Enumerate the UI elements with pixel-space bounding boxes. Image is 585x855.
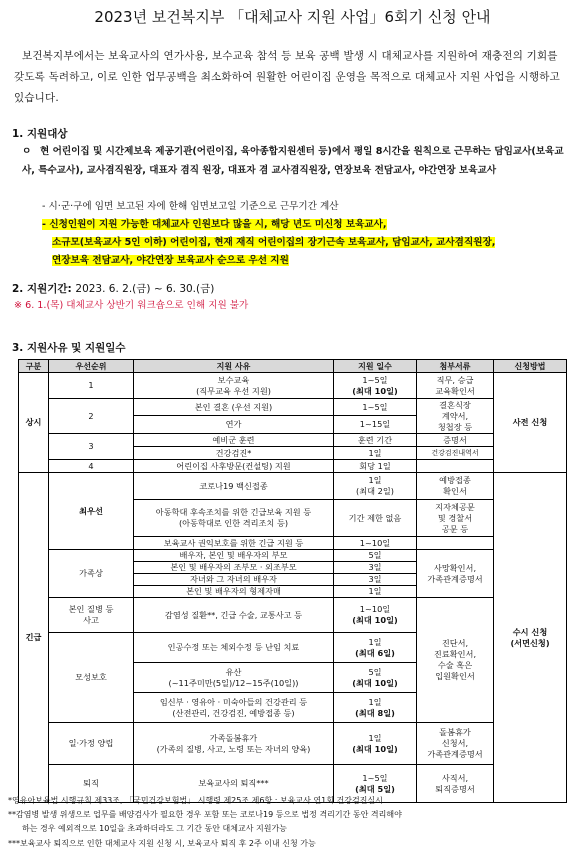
intro-paragraph: 보건복지부에서는 보육교사의 연가사용, 보수교육 참석 등 보육 공백 발생 시 대체교사를 지원하여 재충전의 기회를 갖도록 독려하고, 이로 인한 업무공백을 최소화하여 원활한 어린이집 운영을 목적으로 대체교사 지원 사업을 시행하고 있습니다. — [14, 50, 560, 104]
page-title: 2023년 보건복지부 「대체교사 지원 사업」6회기 신청 안내 — [94, 8, 491, 26]
table-row — [19, 723, 567, 765]
reason-line: (산전관리, 건강검진, 예방접종 등) — [172, 707, 295, 718]
days-cell — [334, 693, 417, 723]
table-row — [19, 373, 567, 399]
header-documents: 첨부서류 — [417, 360, 494, 373]
days-cell — [334, 373, 417, 399]
reason-cell: 감염성 질환**, 긴급 수술, 교통사고 등 — [134, 598, 334, 633]
header-reason: 지원 사유 — [134, 360, 334, 373]
priority-worklife: 일·가정 양립 — [49, 723, 134, 765]
priority-line-3 — [52, 252, 289, 271]
days-cell: 기간 제한 없음 — [334, 500, 417, 537]
days-line: 1일 — [368, 636, 382, 647]
doc-line: 교육확인서 — [435, 385, 475, 396]
documents-cell — [417, 473, 494, 500]
priority-cell: 1 — [49, 373, 134, 399]
priority-maternity: 모성보호 — [49, 633, 134, 723]
doc-line: 직무, 승급 — [436, 374, 474, 385]
documents-cell — [417, 598, 494, 723]
table-row — [19, 598, 567, 633]
reason-cell: 보육교사 권익보호를 위한 긴급 지원 등 — [134, 537, 334, 550]
documents-cell — [417, 550, 494, 598]
days-cell: 1~10일 — [334, 537, 417, 550]
days-line: (최대 10일) — [352, 385, 398, 396]
reason-line: (가족의 질병, 사고, 노령 또는 자녀의 양육) — [156, 743, 311, 754]
days-cell: 1일 — [334, 586, 417, 598]
reason-cell — [134, 500, 334, 537]
days-cell — [334, 663, 417, 693]
documents-cell: 증명서 — [417, 434, 494, 447]
reason-cell: 보육교사의 퇴직*** — [134, 765, 334, 803]
support-table — [18, 359, 567, 803]
days-line: (최대 5일) — [355, 783, 395, 794]
reason-cell: 본인 및 배우자의 형제자매 — [134, 586, 334, 598]
priority-family: 가족상 — [49, 550, 134, 598]
days-line: (최대 6일) — [355, 647, 395, 658]
category-urgent: 긴급 — [19, 473, 49, 803]
method-urgent — [494, 473, 567, 803]
category-regular: 상시 — [19, 373, 49, 473]
doc-line: 지자체공문 — [435, 501, 475, 512]
reason-cell: 어린이집 사후방문(컨설팅) 지원 — [134, 460, 334, 473]
doc-line: 입원확인서 — [435, 671, 475, 681]
reason-cell: 코로나19 백신접종 — [134, 473, 334, 500]
method-regular: 사전 신청 — [494, 373, 567, 473]
reason-cell — [134, 373, 334, 399]
eligibility-note-1: - 시·군·구에 임면 보고된 자에 한해 임면보고일 기준으로 근무기간 계산 — [42, 201, 339, 212]
section1-heading: 1. 지원대상 — [12, 128, 68, 140]
method-line: (서면신청) — [510, 637, 550, 648]
priority-top: 최우선 — [49, 473, 134, 550]
table-row — [19, 473, 567, 500]
eligibility-bullet — [22, 143, 567, 180]
reason-line: 보수교육 — [217, 374, 250, 385]
documents-cell — [417, 537, 494, 550]
doc-line: 확인서 — [443, 486, 467, 496]
reason-cell: 본인 및 배우자의 조부모 · 외조부모 — [134, 562, 334, 574]
reason-cell: 예비군 훈련 — [134, 434, 334, 447]
table-row — [19, 399, 567, 416]
days-cell — [334, 473, 417, 500]
days-cell: 훈련 기간 — [334, 434, 417, 447]
doc-line: 사직서, — [441, 772, 469, 783]
header-days: 지원 일수 — [334, 360, 417, 373]
days-line: 5일 — [368, 666, 382, 677]
table-header-row — [19, 360, 567, 373]
documents-cell — [417, 399, 494, 434]
doc-line: 계약서, — [441, 410, 469, 421]
section2-heading — [12, 281, 214, 296]
doc-line: 가족관계증명서 — [427, 573, 483, 584]
documents-cell: 건강검진내역서 — [417, 447, 494, 460]
priority-line-1 — [42, 216, 387, 235]
doc-line: 신청서, — [441, 738, 469, 748]
priority-line-2 — [52, 234, 495, 253]
days-line: (최대 10일) — [352, 615, 398, 625]
days-cell: 5일 — [334, 550, 417, 562]
footnote-2: **감염병 발생 위생으로 업무를 배양검사가 필요한 경우 포함 또는 코로나19 등으로 법정 격리기간 동안 격리해야 — [8, 810, 402, 819]
reason-line: (아동학대로 인한 격리조치 등) — [178, 518, 289, 528]
reason-cell: 건강검진* — [134, 447, 334, 460]
days-cell: 3일 — [334, 574, 417, 586]
reason-cell: 본인 결혼 (우선 지원) — [134, 399, 334, 416]
reason-cell — [134, 663, 334, 693]
method-line: 수시 신청 — [512, 626, 548, 637]
doc-line: 결혼식장 — [439, 399, 471, 410]
days-line: 1일 — [368, 475, 382, 485]
days-line: (최대 8일) — [355, 707, 395, 718]
days-cell: 3일 — [334, 562, 417, 574]
header-category: 구분 — [19, 360, 49, 373]
documents-cell — [417, 723, 494, 765]
days-line: 1~10일 — [359, 604, 391, 614]
days-line: 1일 — [368, 696, 382, 707]
days-cell — [334, 598, 417, 633]
section2-label: 2. 지원기간: — [12, 283, 72, 295]
doc-line: 진료확인서, — [433, 649, 477, 659]
days-cell: 회당 1일 — [334, 460, 417, 473]
reason-line: (직무교육 우선 지원) — [196, 385, 271, 396]
period-note: ※ 6. 1.(목) 대체교사 상반기 워크숍으로 인해 지원 불가 — [14, 300, 249, 311]
table-row — [19, 550, 567, 562]
doc-line: 진단서, — [441, 638, 469, 648]
footnote-1: *영유아보육법 시행규칙 제33조, 「국민건강보험법」 시행령 제25조 제6항 : 보육교사 연1회 건강검진실시 — [8, 796, 383, 805]
priority-highlight-2: 소규모(보육교사 5인 이하) 어린이집, 현재 재직 어린이집의 장기근속 보육교사, 담임교사, 교사겸직원장, — [52, 237, 496, 248]
days-line: (최대 2일) — [356, 486, 394, 496]
days-line: (최대 10일) — [352, 677, 398, 688]
reason-cell: 배우자, 본인 및 배우자의 부모 — [134, 550, 334, 562]
footnote-3: ***보육교사 퇴직으로 인한 대체교사 지원 신청 시, 보육교사 퇴직 후 2주 이내 신청 가능 — [8, 839, 316, 848]
header-priority: 우선순위 — [49, 360, 134, 373]
reason-cell — [134, 693, 334, 723]
reason-line: 아동학대 후속조치를 위한 긴급보육 지원 등 — [155, 507, 312, 517]
priority-highlight-1: - 신청인원이 지원 가능한 대체교사 인원보다 많을 시, 해당 년도 미신청 보육교사, — [42, 219, 387, 230]
doc-line: 청첩장 등 — [437, 421, 473, 432]
reason-line: 임신부 · 영유아 · 미숙아들의 건강관리 등 — [159, 696, 308, 707]
priority-cell: 4 — [49, 460, 134, 473]
doc-line: 및 경찰서 — [437, 512, 473, 523]
doc-line: 돌봄휴가 — [439, 727, 471, 737]
days-cell — [334, 633, 417, 663]
table-row — [19, 460, 567, 473]
reason-line: 유산 — [225, 666, 242, 677]
days-line: 1~5일 — [362, 374, 388, 385]
days-cell: 1일 — [334, 447, 417, 460]
section3-heading: 3. 지원사유 및 지원일수 — [12, 342, 126, 354]
reason-cell: 연가 — [134, 416, 334, 434]
days-cell: 1~15일 — [334, 416, 417, 434]
doc-line: 사망확인서, — [433, 562, 477, 573]
support-period: 2023. 6. 2.(금) ~ 6. 30.(금) — [75, 283, 215, 295]
doc-line: 공문 등 — [441, 523, 469, 534]
doc-line: 수술 혹은 — [437, 660, 473, 670]
priority-illness — [49, 598, 134, 633]
eligibility-text: 현 어린이집 및 시간제보육 제공기관(어린이집, 육아종합지원센터 등)에서 평일 8시간을 원칙으로 근무하는 담임교사(보육교사, 특수교사), 교사겸직원장, 대표자 겸직 원장, 대표자 겸 교사겸직원장, 연장보육 전담교사, 야간연장 보육교사 — [22, 146, 564, 176]
days-line: 1~5일 — [362, 772, 388, 783]
priority-cell: 3 — [49, 434, 134, 460]
header-method: 신청방법 — [494, 360, 567, 373]
priority-line: 본인 질병 등 — [68, 604, 114, 614]
doc-line: 퇴직증명서 — [435, 783, 475, 794]
days-cell — [334, 723, 417, 765]
days-cell: 1~5일 — [334, 399, 417, 416]
footnote-2-cont: 하는 경우 예외적으로 10일을 초과하더라도 그 기간 동안 대체교사 지원가능 — [22, 824, 287, 833]
priority-cell: 2 — [49, 399, 134, 434]
doc-line: 예방접종 — [439, 475, 471, 485]
days-line: 1일 — [368, 732, 382, 743]
documents-cell — [417, 460, 494, 473]
priority-highlight-3: 연장보육 전담교사, 야간연장 보육교사 순으로 우선 지원 — [52, 255, 289, 266]
bullet-mark: ㅇ — [22, 146, 32, 157]
reason-line: 가족돌봄휴가 — [209, 732, 258, 743]
reason-cell — [134, 723, 334, 765]
priority-retire: 퇴직 — [49, 765, 134, 803]
documents-cell — [417, 500, 494, 537]
reason-cell: 인공수정 또는 체외수정 등 난임 치료 — [134, 633, 334, 663]
priority-line: 사고 — [83, 615, 99, 625]
days-line: (최대 10일) — [352, 743, 398, 754]
documents-cell — [417, 373, 494, 399]
reason-cell: 자녀와 그 자녀의 배우자 — [134, 574, 334, 586]
doc-line: 가족관계증명서 — [427, 749, 483, 759]
reason-line: (~11주미만(5일)/12~15주(10일)) — [168, 677, 299, 688]
table-row — [19, 434, 567, 447]
